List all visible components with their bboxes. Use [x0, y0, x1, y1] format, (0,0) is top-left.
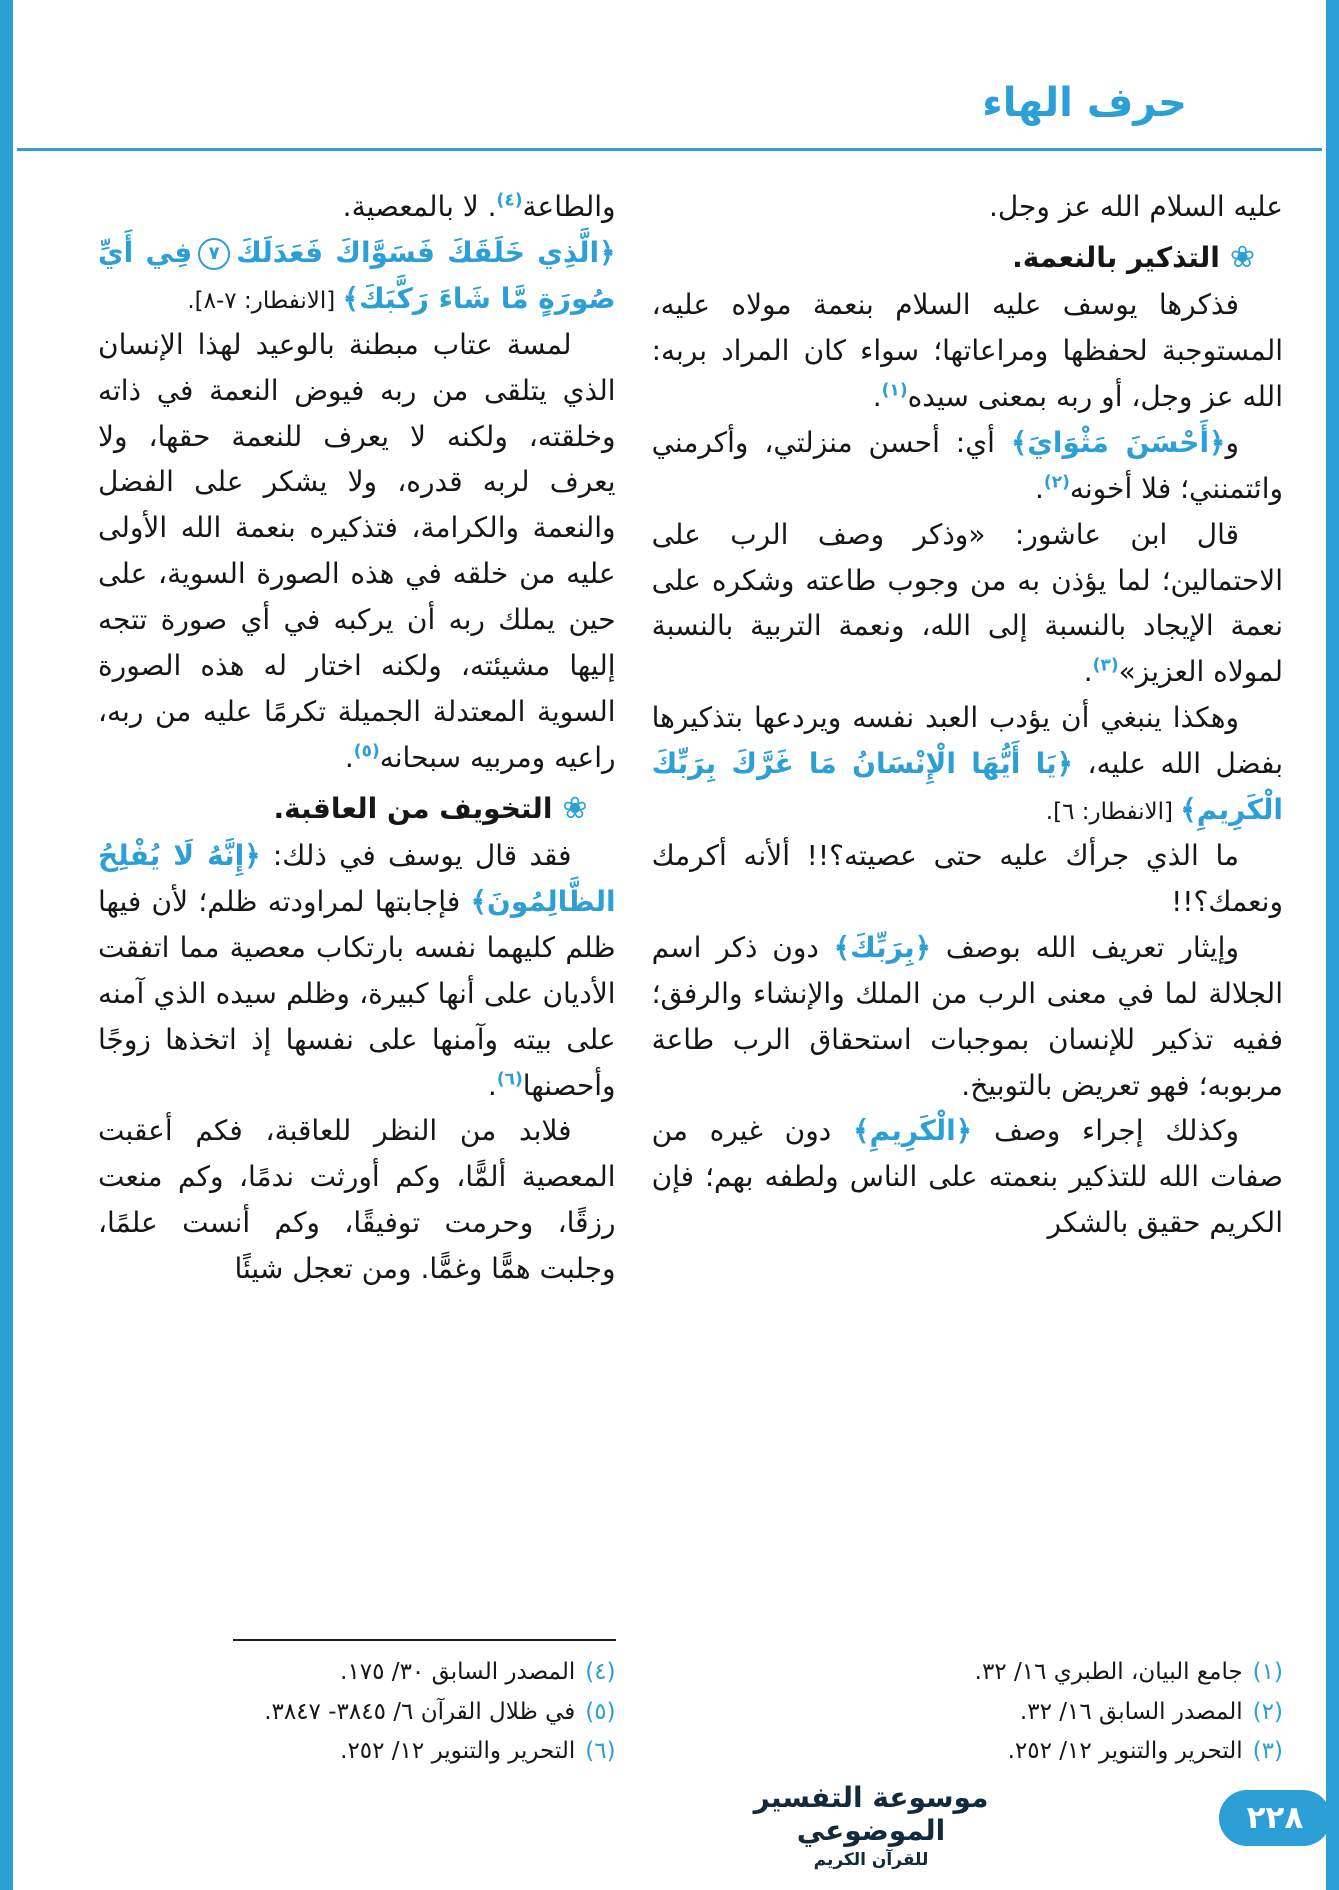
section-heading-remembrance	[652, 233, 1283, 282]
page-content	[98, 184, 1283, 1772]
flower-ornament-icon: ❀	[562, 790, 588, 826]
body-text: .	[1083, 655, 1093, 689]
paragraph	[98, 1108, 616, 1292]
body-text: دون ذكر اسم الجلالة لما في معنى الرب من الملك والإنشاء والرفق؛ ففيه تذكير للإنسان بموجبات استحقاق الرب طاعة مربوبه؛ فهو تعريض بالتوبيخ.	[651, 930, 1283, 1102]
paragraph	[652, 512, 1283, 696]
body-text: ما الذي جرأك عليه حتى عصيته؟!! ألأنه أكرمك ونعمك؟!!	[651, 838, 1283, 918]
footnote-ref: (٢)	[1043, 472, 1070, 493]
footnote	[652, 1732, 1283, 1772]
logo-title: موسوعة التفسير الموضوعي	[753, 1781, 989, 1847]
footnote	[98, 1693, 616, 1733]
paragraph	[652, 925, 1283, 1109]
footnote-number: (٢)	[1252, 1698, 1283, 1725]
footnote	[652, 1693, 1283, 1733]
body-text: و	[1225, 425, 1239, 459]
quran-block	[98, 230, 616, 322]
body-text: .	[487, 1068, 497, 1102]
footnote-ref: (٤)	[496, 190, 523, 211]
paragraph-continuation	[98, 184, 616, 230]
body-text: وكذلك إجراء وصف	[972, 1114, 1239, 1148]
footnote	[98, 1653, 616, 1693]
footnote	[652, 1653, 1283, 1693]
footnote-text: المصدر السابق ٣٠/ ١٧٥.	[340, 1659, 576, 1686]
body-text: .	[1035, 471, 1044, 505]
body-text: وهكذا ينبغي أن يؤدب العبد نفسه ويردعها بتذكيرها بفضل الله عليه،	[651, 701, 1283, 781]
quran-quote: ﴿يَا أَيُّهَا الْإِنْسَانُ مَا غَرَّكَ بِرَبِّكَ الْكَرِيمِ﴾	[651, 747, 1283, 827]
section-heading-text: التذكير بالنعمة.	[1012, 240, 1220, 274]
footnote-text: التحرير والتنوير ١٢/ ٢٥٢.	[1007, 1738, 1243, 1765]
body-text: . لا بالمعصية.	[342, 190, 497, 223]
footnote-text: التحرير والتنوير ١٢/ ٢٥٢.	[340, 1738, 576, 1765]
body-text: دون غيره من صفات الله للتذكير بنعمته على الناس ولطفه بهم؛ فإن الكريم حقيق بالشكر	[651, 1114, 1283, 1240]
body-text: قال ابن عاشور: «وذكر وصف الرب على الاحتمالين؛ لما يؤذن به من وجوب طاعته وشكره على نعمة الإيجاد بالنسبة إلى الله، ونعمة التربية بالنسبة لمولاه العزيز»	[651, 517, 1283, 689]
footnote-text: المصدر السابق ١٦/ ٣٢.	[1019, 1698, 1243, 1725]
section-heading-text: التخويف من العاقبة.	[273, 791, 553, 825]
ayah-number-icon: ٧	[198, 238, 230, 270]
left-column-body	[98, 184, 616, 1633]
footnote-text: في ظلال القرآن ٦/ ٣٨٤٥- ٣٨٤٧.	[264, 1698, 576, 1725]
body-text: فلابد من النظر للعاقبة، فكم أعقبت المعصية ألمًّا، وكم أورثت ندمًا، وكم منعت رزقًا، وحرمت توفيقًا، وكم أنست علمًا، وجلبت همًّا وغمًّا. ومن تعجل شيئًا	[98, 1114, 616, 1286]
body-text: والطاعة	[522, 190, 616, 223]
verse-reference: [الانفطار: ٧-٨].	[187, 287, 343, 314]
quran-quote: ﴿أَحْسَنَ مَثْوَايَ﴾	[1010, 425, 1226, 459]
page-number-badge	[1219, 1790, 1331, 1846]
paragraph	[652, 282, 1283, 420]
logo-subtitle: للقرآن الكريم	[813, 1850, 929, 1870]
body-text: فقد قال يوسف في ذلك:	[260, 838, 572, 872]
paragraph-continuation	[652, 184, 1283, 230]
body-text: لمسة عتاب مبطنة بالوعيد لهذا الإنسان الذي يتلقى من ربه فيوض النعمة في ذاته وخلقته، ولكنه لا يعرف للنعمة حقها، ولا يعرف لربه قدره، ولا يشكر على الفضل والنعمة والكرامة، فتذكيره بنعمة الله الأولى عليه من خلقه في هذه الصورة السوية، على حين يملك ربه أن يركبه في أي صورة تتجه إليها مشيئته، ولكنه اختار له هذه الصورة السوية المعتدلة الجميلة تكرمًا عليه من ربه، راعيه ومربيه سبحانه	[98, 327, 616, 774]
footnote-number: (٤)	[585, 1659, 616, 1686]
left-edge-bar	[0, 0, 13, 1890]
paragraph	[98, 322, 616, 781]
quran-quote: ﴿إِنَّهُ لَا يُفْلِحُ الظَّالِمُونَ﴾	[98, 838, 616, 918]
right-column	[652, 184, 1283, 1772]
right-footnotes	[652, 1647, 1283, 1772]
body-text: .	[872, 379, 882, 413]
quran-quote: ﴿الْكَرِيمِ﴾	[853, 1114, 973, 1148]
body-text: فذكرها يوسف عليه السلام بنعمة مولاه عليه، المستوجبة لحفظها ومراعاتها؛ سواء كان المراد بربه: الله عز وجل، أو ربه بمعنى سيده	[651, 288, 1283, 413]
section-heading-warning	[98, 784, 616, 833]
right-edge-bar	[1326, 0, 1339, 1890]
body-text: فإجابتها لمراودته ظلم؛ لأن فيها ظلم كليهما نفسه بارتكاب معصية مما اتفقت الأديان على أنها كبيرة، وظلم سيده الذي آمنه على بيته وآمنها على نفسها إذ اتخذها زوجًا وأحصنها	[98, 884, 616, 1102]
header-rule	[17, 148, 1322, 151]
paragraph	[98, 833, 616, 1108]
footnote-ref: (٥)	[353, 741, 380, 762]
left-footnotes	[98, 1633, 616, 1772]
footnote-ref: (١)	[881, 380, 908, 401]
paragraph	[652, 695, 1283, 833]
publisher-logo	[751, 1781, 991, 1870]
quran-quote: ﴿الَّذِي خَلَقَكَ فَسَوَّاكَ فَعَدَلَكَ	[236, 235, 616, 269]
footnote-number: (٣)	[1252, 1738, 1283, 1765]
footnote-number: (٥)	[585, 1698, 616, 1725]
quran-quote: ﴿بِرَبِّكَ﴾	[833, 930, 932, 964]
body-text: .	[344, 740, 354, 774]
footnote-number: (١)	[1252, 1659, 1283, 1686]
body-text: عليه السلام الله عز وجل.	[988, 190, 1283, 223]
body-text: أي: أحسن منزلتي، وأكرمني وائتمنني؛ فلا أخونه	[651, 425, 1283, 505]
verse-reference: [الانفطار: ٦].	[1045, 799, 1181, 826]
footnote	[98, 1732, 616, 1772]
paragraph	[652, 833, 1283, 925]
footnote-number: (٦)	[585, 1738, 616, 1765]
page-number: ٢٢٨	[1246, 1800, 1304, 1836]
left-column	[98, 184, 616, 1772]
flower-ornament-icon: ❀	[1229, 239, 1255, 275]
chapter-title: حرف الهاء	[982, 80, 1187, 126]
footnote-ref: (٣)	[1092, 656, 1119, 677]
right-column-body	[652, 184, 1283, 1647]
paragraph	[652, 1108, 1283, 1246]
quran-quote: فِي أَيِّ صُورَةٍ مَّا شَاءَ رَكَّبَكَ﴾	[98, 235, 616, 315]
paragraph	[652, 420, 1283, 512]
footnote-ref: (٦)	[496, 1069, 523, 1090]
body-text: وإيثار تعريف الله بوصف	[931, 930, 1239, 964]
footnote-text: جامع البيان، الطبري ١٦/ ٣٢.	[974, 1659, 1243, 1686]
footnote-separator	[233, 1639, 616, 1641]
